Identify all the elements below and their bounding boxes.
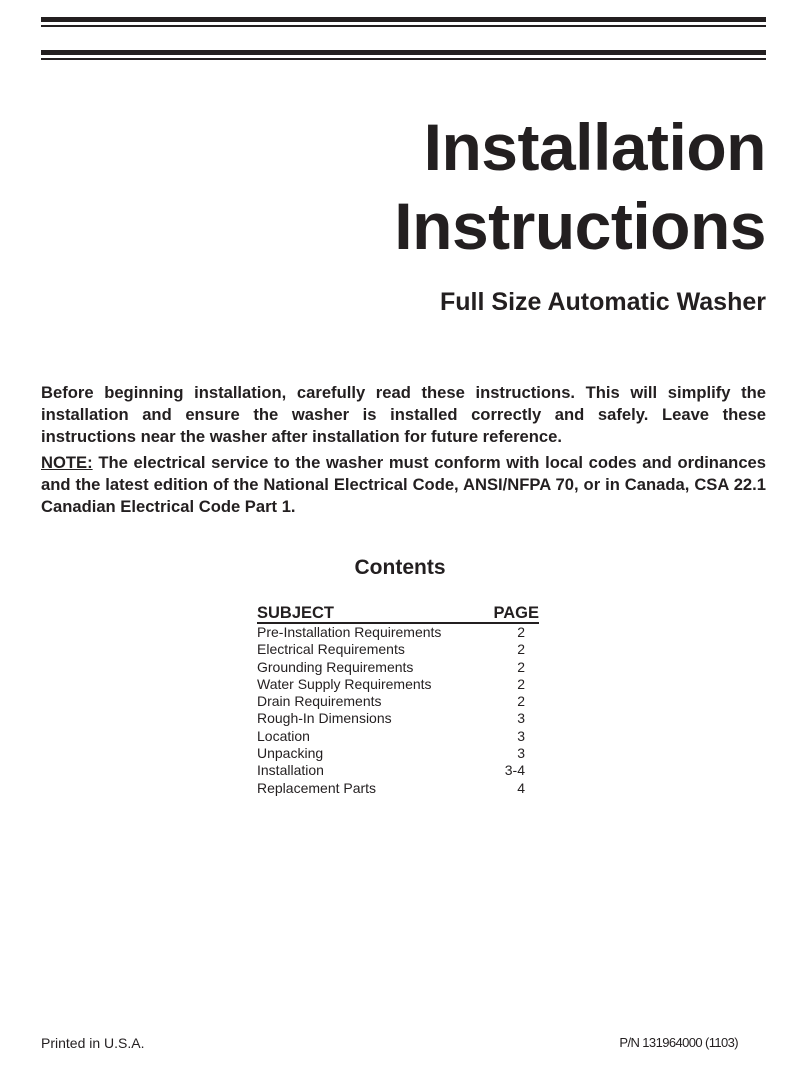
part-number: P/N 131964000 (1103) (619, 1035, 738, 1050)
printed-in-label: Printed in U.S.A. (41, 1035, 145, 1051)
subject-column-header: SUBJECT (257, 604, 335, 622)
header-rule-top (41, 17, 766, 22)
table-row[interactable] (257, 710, 539, 727)
table-row[interactable] (257, 624, 539, 641)
row-subject: Water Supply Requirements (257, 675, 432, 692)
row-subject: Replacement Parts (257, 779, 377, 796)
intro-paragraph: Before beginning installation, carefully read these instructions. This will simplify the installation and ensure the washer is installed correctly and safely. Leave these instructions near the washer after installation for future reference. (41, 383, 766, 446)
title-line-1: Installation (423, 110, 766, 184)
row-page: 2 (517, 675, 525, 692)
row-subject: Installation (257, 762, 324, 779)
row-page: 2 (517, 624, 525, 640)
row-page: 3 (517, 727, 525, 744)
page-subtitle: Full Size Automatic Washer (440, 288, 766, 316)
row-subject: Drain Requirements (257, 693, 382, 710)
table-row[interactable] (257, 728, 539, 745)
row-subject: Grounding Requirements (257, 658, 414, 675)
header-rule-bottom (41, 50, 766, 55)
table-row[interactable] (257, 676, 539, 693)
table-row[interactable] (257, 693, 539, 710)
table-row[interactable] (257, 745, 539, 762)
note-text: The electrical service to the washer must conform with local codes and ordinances and the latest edition of the National Electrical Code, ANSI/NFPA 70, or in Canada, CSA 22.1 Canadian Electrical Code Part 1. (41, 453, 766, 516)
row-page: 2 (517, 658, 525, 675)
page-column-header: PAGE (493, 604, 539, 622)
title-line-2: Instructions (394, 189, 766, 263)
row-subject: Pre-Installation Requirements (257, 624, 442, 640)
table-row[interactable] (257, 780, 539, 797)
note-paragraph (41, 452, 766, 518)
row-subject: Unpacking (257, 745, 324, 762)
contents-table-header (257, 604, 539, 624)
contents-table (257, 604, 539, 797)
header-rule-bottom-thin (41, 58, 766, 60)
header-rule-top-thin (41, 25, 766, 27)
note-label: NOTE: (41, 453, 93, 472)
row-subject: Rough-In Dimensions (257, 710, 392, 727)
row-page: 3 (517, 710, 525, 727)
row-page: 4 (517, 779, 525, 796)
row-subject: Electrical Requirements (257, 641, 405, 658)
contents-heading: Contents (354, 556, 446, 579)
row-page: 3-4 (504, 762, 525, 779)
page-title (394, 108, 766, 266)
table-row[interactable] (257, 641, 539, 658)
row-subject: Location (257, 727, 310, 744)
row-page: 2 (517, 641, 525, 658)
table-row[interactable] (257, 762, 539, 779)
row-page: 3 (517, 745, 525, 762)
table-row[interactable] (257, 659, 539, 676)
row-page: 2 (517, 693, 525, 710)
